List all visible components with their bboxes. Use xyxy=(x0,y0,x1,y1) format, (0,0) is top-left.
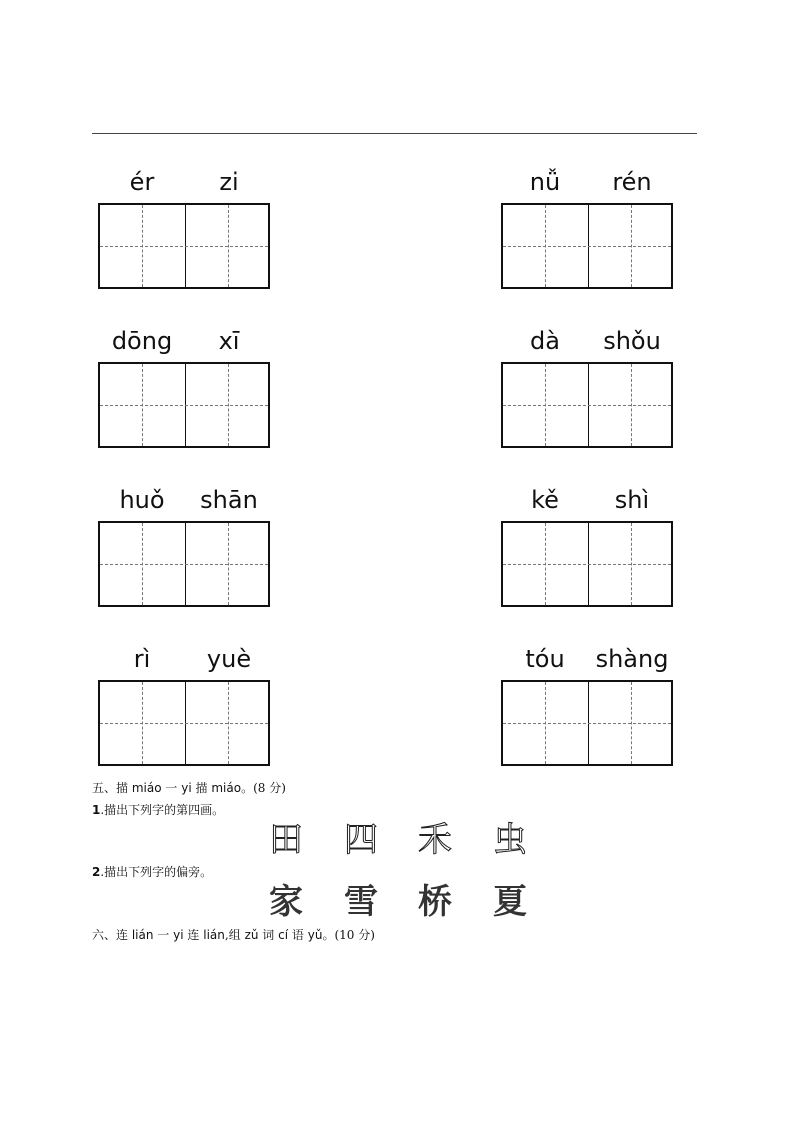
pinyin-2: shì xyxy=(614,486,650,514)
pinyin-2: xī xyxy=(218,327,240,355)
pinyin-2: rén xyxy=(612,168,652,196)
section-6-heading: 六、连 lián 一 yi 连 lián,组 zǔ 词 cí 语 yǔ。(10 分) xyxy=(92,928,375,942)
trace-char[interactable]: 夏 xyxy=(493,882,527,922)
tianzige-grid[interactable] xyxy=(501,203,673,289)
tianzige-grid[interactable] xyxy=(501,521,673,607)
trace-char[interactable]: 家 xyxy=(269,882,303,922)
header-rule xyxy=(92,133,697,134)
pinyin-1: dōng xyxy=(111,327,173,355)
trace-char[interactable]: 雪 xyxy=(344,882,378,922)
tianzige-grid[interactable] xyxy=(501,362,673,448)
pinyin-2: shǒu xyxy=(603,327,661,355)
pinyin-1: huǒ xyxy=(119,486,165,514)
tianzige-grid[interactable] xyxy=(98,203,270,289)
tianzige-grid[interactable] xyxy=(98,521,270,607)
trace-char[interactable]: 禾 xyxy=(418,820,452,860)
tianzige-grid[interactable] xyxy=(98,362,270,448)
pinyin-1: tóu xyxy=(525,645,565,673)
pinyin-1: nǚ xyxy=(529,168,561,196)
pinyin-2: shàng xyxy=(595,645,669,673)
trace-char[interactable]: 田 xyxy=(269,820,303,860)
trace-radical-chars xyxy=(0,880,794,924)
pinyin-1: ér xyxy=(129,168,155,196)
pinyin-1: rì xyxy=(133,645,151,673)
trace-stroke-chars xyxy=(0,818,794,862)
pinyin-1: kě xyxy=(531,486,559,514)
pinyin-2: shān xyxy=(200,486,258,514)
pinyin-2: zi xyxy=(219,168,239,196)
question-2: 2.描出下列字的偏旁。 xyxy=(92,865,213,879)
tianzige-grid[interactable] xyxy=(501,680,673,766)
trace-char[interactable]: 虫 xyxy=(493,820,527,860)
trace-char[interactable]: 四 xyxy=(344,820,378,860)
question-1: 1.描出下列字的第四画。 xyxy=(92,803,225,817)
pinyin-2: yuè xyxy=(206,645,252,673)
pinyin-1: dà xyxy=(530,327,560,355)
tianzige-grid[interactable] xyxy=(98,680,270,766)
section-5-heading: 五、描 miáo 一 yi 描 miáo。(8 分) xyxy=(92,781,286,795)
trace-char[interactable]: 桥 xyxy=(418,882,452,922)
